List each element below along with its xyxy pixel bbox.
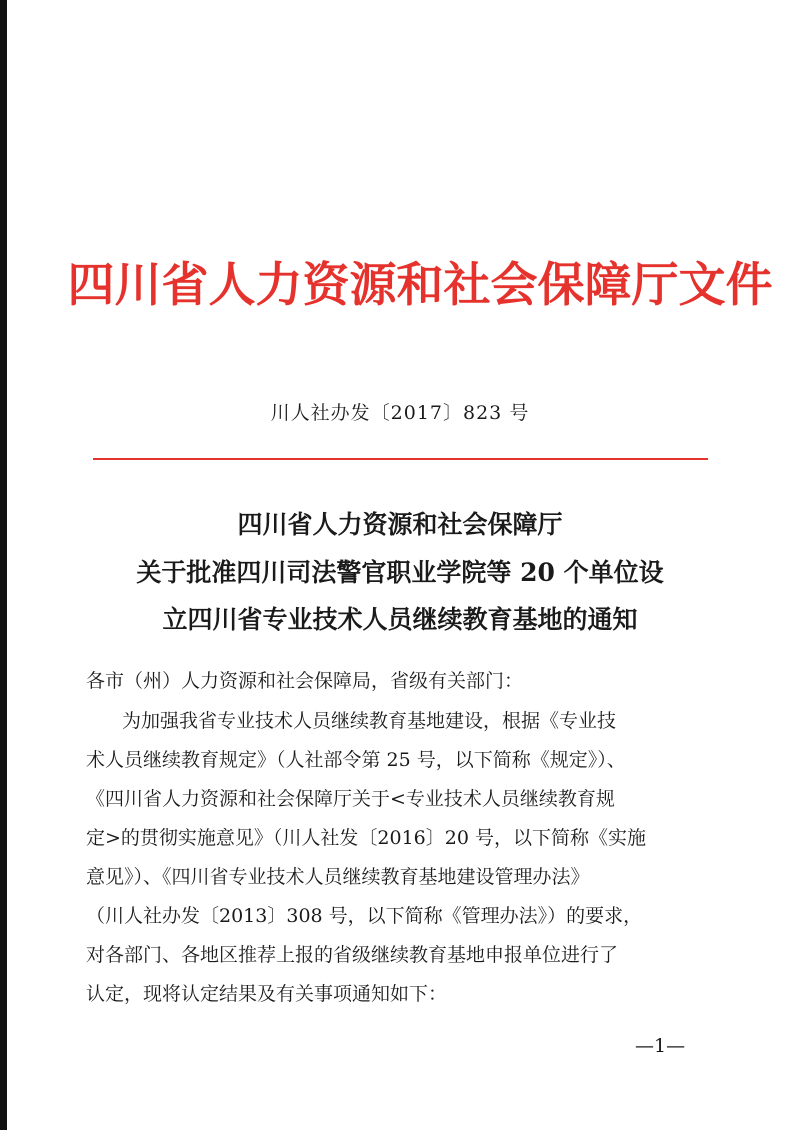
title-line-2: 关于批准四川司法警官职业学院等 20 个单位设: [136, 558, 664, 587]
document-header: 四川省人力资源和社会保障厅文件: [67, 258, 773, 313]
body-line: （川人社办发〔2013〕308 号，以下简称《管理办法》）的要求，: [86, 905, 643, 927]
body-line: 定>的贯彻实施意见》（川人社发〔2016〕20 号，以下简称《实施: [86, 827, 646, 849]
body-line-addressee: 各市（州）人力资源和社会保障局，省级有关部门：: [86, 670, 524, 692]
body-line: 对各部门、各地区推荐上报的省级继续教育基地申报单位进行了: [86, 944, 619, 966]
body-line: 《四川省人力资源和社会保障厅关于<专业技术人员继续教育规: [86, 788, 615, 810]
body-line: 术人员继续教育规定》（人社部令第 25 号，以下简称《规定》）、: [86, 749, 626, 771]
body-line: 意见》）、《四川省专业技术人员继续教育基地建设管理办法》: [86, 866, 590, 888]
title-line-1: 四川省人力资源和社会保障厅: [237, 510, 563, 539]
title-line-3: 立四川省专业技术人员继续教育基地的通知: [162, 605, 638, 634]
body-line: 认定，现将认定结果及有关事项通知如下：: [86, 983, 448, 1005]
body-line: 为加强我省专业技术人员继续教育基地建设，根据《专业技: [122, 710, 617, 732]
page-number: —1—: [635, 1035, 686, 1057]
red-divider: [93, 458, 708, 460]
document-number: 川人社办发〔2017〕823 号: [270, 402, 530, 424]
